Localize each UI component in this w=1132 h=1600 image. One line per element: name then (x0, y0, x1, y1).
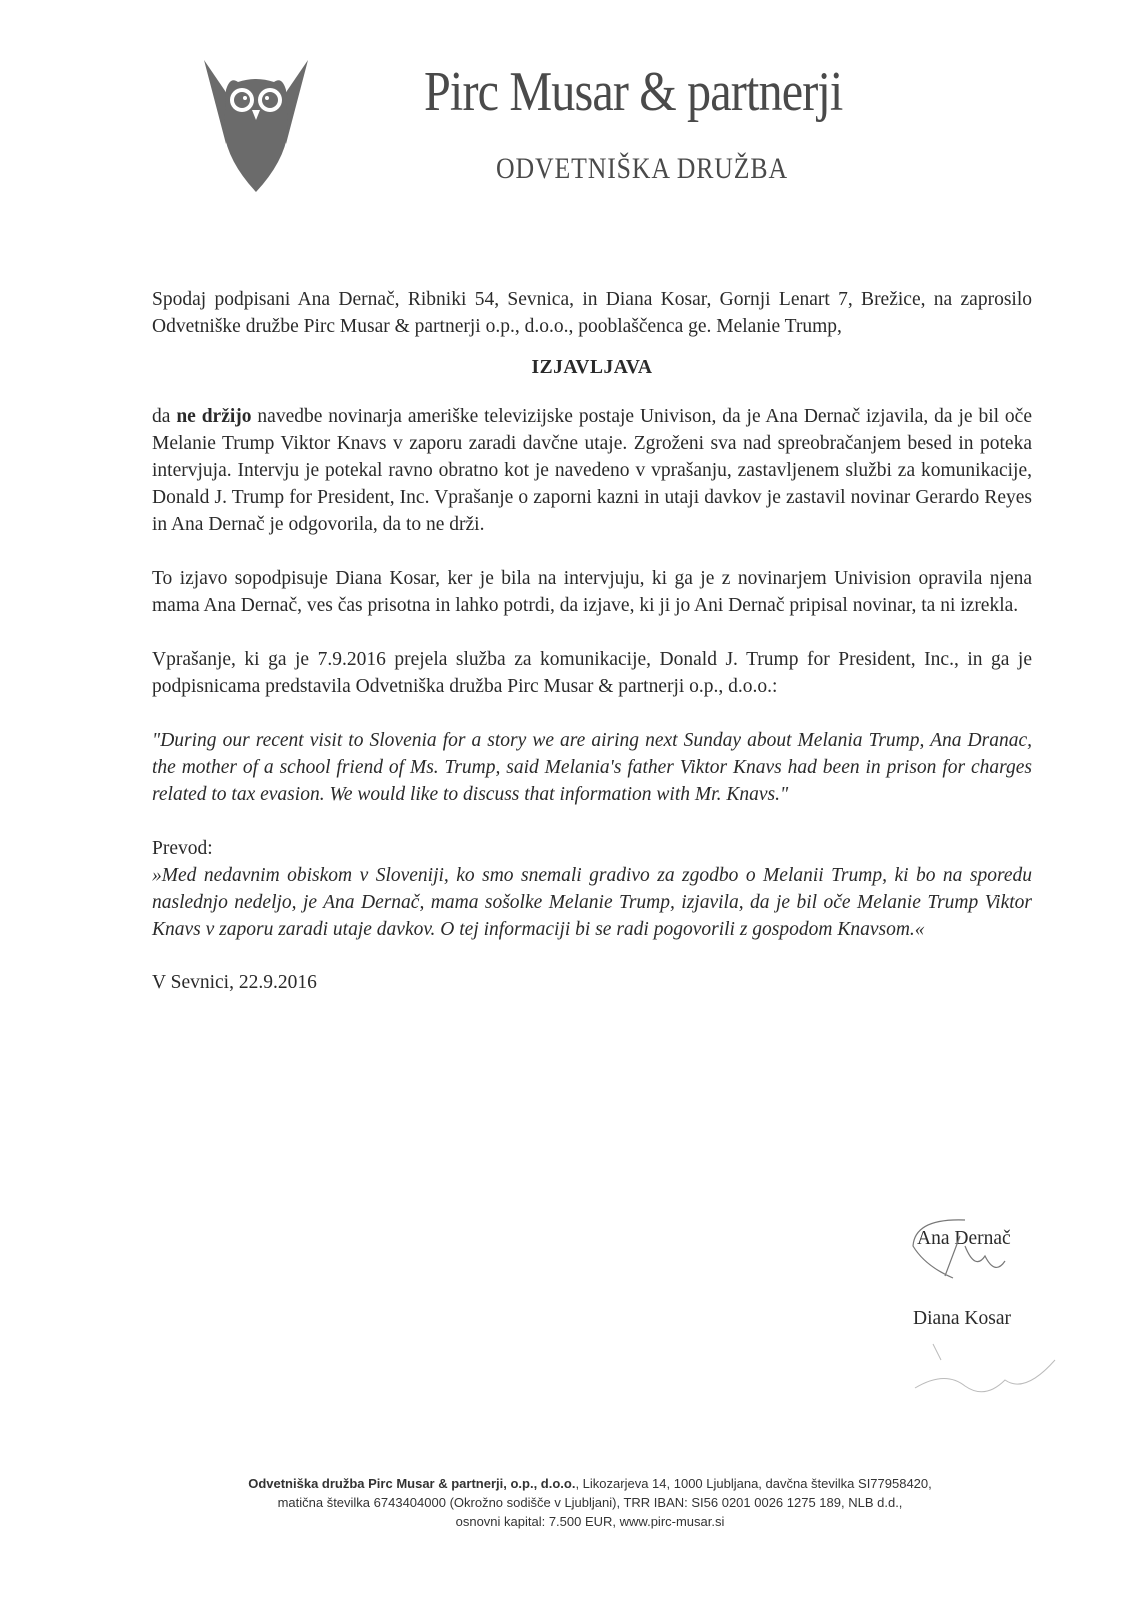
firm-subtitle: ODVETNIŠKA DRUŽBA (496, 152, 788, 185)
firm-name: Pirc Musar & partnerji (424, 61, 843, 123)
document-title: IZJAVLJAVA (531, 357, 653, 378)
translation-label: Prevod: (152, 838, 213, 859)
intro-paragraph: Spodaj podpisani Ana Dernač, Ribniki 54, Sevnica, in Diana Kosar, Gornji Lenart 7, Brežice, na zaprosilo Odvetniške družbe Pirc Musar & partnerji o.p., d.o.o., pooblaščenca ge. Melanie Trump, (152, 289, 1032, 337)
slovene-translation: »Med nedavnim obiskom v Sloveniji, ko smo snemali gradivo za zgodbo o Melanii Trump, ki bo na sporedu naslednjo nedeljo, je Ana Dernač, mama sošolke Melanie Trump, izjavila, da je bil oče Melanie Trump Viktor Knavs v zaporu zaradi utaje davkov. O tej informaciji bi se radi pogovorili z gospodom Knavsom.« (152, 865, 1032, 940)
question-intro-paragraph: Vprašanje, ki ga je 7.9.2016 prejela služba za komunikacije, Donald J. Trump for President, Inc., in ga je podpisnicama predstavila Odvetniška družba Pirc Musar & partnerji o.p., d.o.o.: (152, 649, 1032, 697)
owl-icon (196, 52, 316, 192)
footer-firm-name: Odvetniška družba Pirc Musar & partnerji, o.p., d.o.o. (248, 1476, 576, 1491)
statement-paragraph (152, 403, 1032, 538)
letterhead (196, 52, 996, 202)
cosign-paragraph: To izjavo sopodpisuje Diana Kosar, ker je bila na intervjuju, ki ga je z novinarjem Univision opravila njena mama Ana Dernač, ves čas prisotna in lahko potrdi, da izjave, ki ji jo Ani Dernač pripisal novinar, ta ni izrekla. (152, 568, 1032, 616)
footer-line3: osnovni kapital: 7.500 EUR, www.pirc-musar.si (455, 1514, 725, 1529)
english-quote: "During our recent visit to Slovenia for a story we are airing next Sunday about Melania Trump, Ana Dranac, the mother of a school friend of Ms. Trump, said Melania's father Viktor Knavs had been in prison for charges related to tax evasion. We would like to discuss that information with Mr. Knavs." (152, 730, 1032, 805)
statement-rest: navedbe novinarja ameriške televizijske postaje Univison, da je Ana Dernač izjavila, da je bil oče Melanie Trump Viktor Knavs v zaporu zaradi davčne utaje. Zgroženi sva nad spreobračanjem besed in poteka intervjuja. Intervju je potekal ravno obratno kot je navedeno v vprašanju, zastavljenem službi za komunikacije, Donald J. Trump for President, Inc. Vprašanje o zaporni kazni in utaji davkov je zastavil novinar Gerardo Reyes in Ana Dernač je odgovorila, da to ne drži. (152, 406, 1032, 535)
statement-lead: da (152, 406, 177, 427)
signature-block (905, 1228, 1065, 1329)
place-date: V Sevnici, 22.9.2016 (152, 972, 317, 993)
footer (140, 1474, 1040, 1531)
signature-name-diana: Diana Kosar (913, 1308, 1012, 1329)
footer-line1: , Likozarjeva 14, 1000 Ljubljana, davčna številka SI77958420, (575, 1476, 932, 1491)
footer-line2: matična številka 6743404000 (Okrožno sodišče v Ljubljani), TRR IBAN: SI56 0201 0026 1275 189, NLB d.d., (277, 1495, 903, 1510)
signature-name-ana: Ana Dernač (917, 1228, 1011, 1249)
document-body (152, 286, 1032, 996)
statement-bold: ne držijo (176, 406, 252, 427)
signature-scribble-icon (905, 1340, 1065, 1410)
signature-scribble-icon (905, 1216, 1045, 1286)
